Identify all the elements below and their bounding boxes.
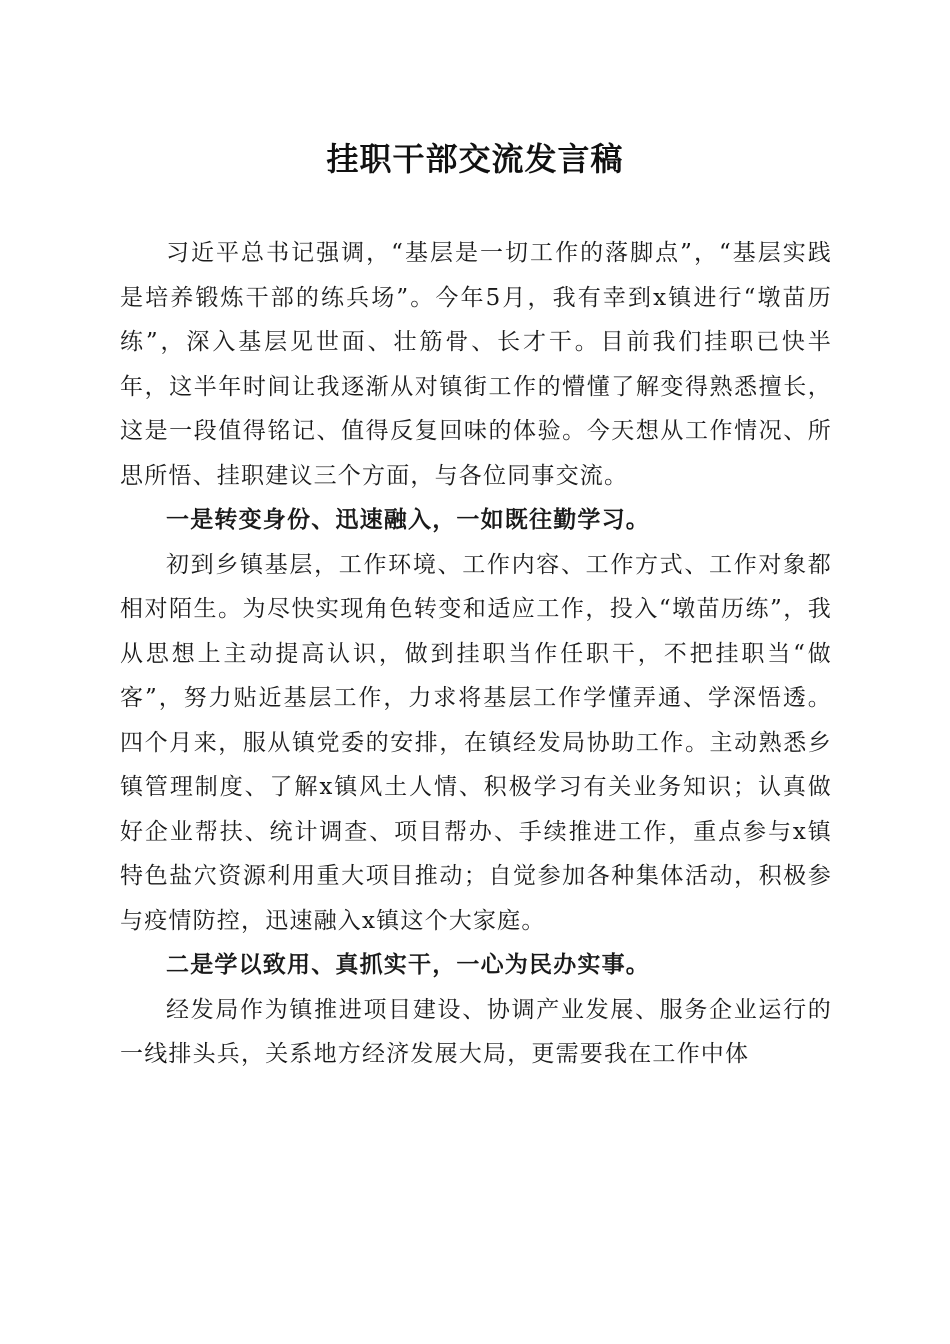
section-heading-two: 二是学以致用、真抓实干，一心为民办实事。: [166, 952, 650, 978]
section-heading-one: 一是转变身份、迅速融入，一如既往勤学习。: [166, 507, 650, 533]
section-one-paragraph: 初到乡镇基层，工作环境、工作内容、工作方式、工作对象都相对陌生。为尽快实现角色转变和适应工作，投入“墩苗历练”，我从思想上主动提高认识，做到挂职当作任职干，不把挂职当“做客”，努力贴近基层工作，力求将基层工作学懂弄通、学深悟透。四个月来，服从镇党委的安排，在镇经发局协助工作。主动熟悉乡镇管理制度、了解x镇风土人情、积极学习有关业务知识；认真做好企业帮扶、统计调查、项目帮办、手续推进工作，重点参与x镇特色盐穴资源利用重大项目推动；自觉参加各种集体活动，积极参与疫情防控，迅速融入x镇这个大家庭。: [120, 551, 832, 934]
document-title: 挂职干部交流发言稿: [326, 140, 624, 178]
intro-paragraph: 习近平总书记强调，“基层是一切工作的落脚点”，“基层实践是培养锻炼干部的练兵场”。今年5月，我有幸到x镇进行“墩苗历练”，深入基层见世面、壮筋骨、长才干。目前我们挂职已快半年，这半年时间让我逐渐从对镇街工作的懵懂了解变得熟悉擅长，这是一段值得铭记、值得反复回味的体验。今天想从工作情况、所思所悟、挂职建议三个方面，与各位同事交流。: [120, 240, 832, 489]
section-two-paragraph: 经发局作为镇推进项目建设、协调产业发展、服务企业运行的一线排头兵，关系地方经济发展大局，更需要我在工作中体: [120, 996, 832, 1067]
document-body: [120, 231, 832, 1077]
